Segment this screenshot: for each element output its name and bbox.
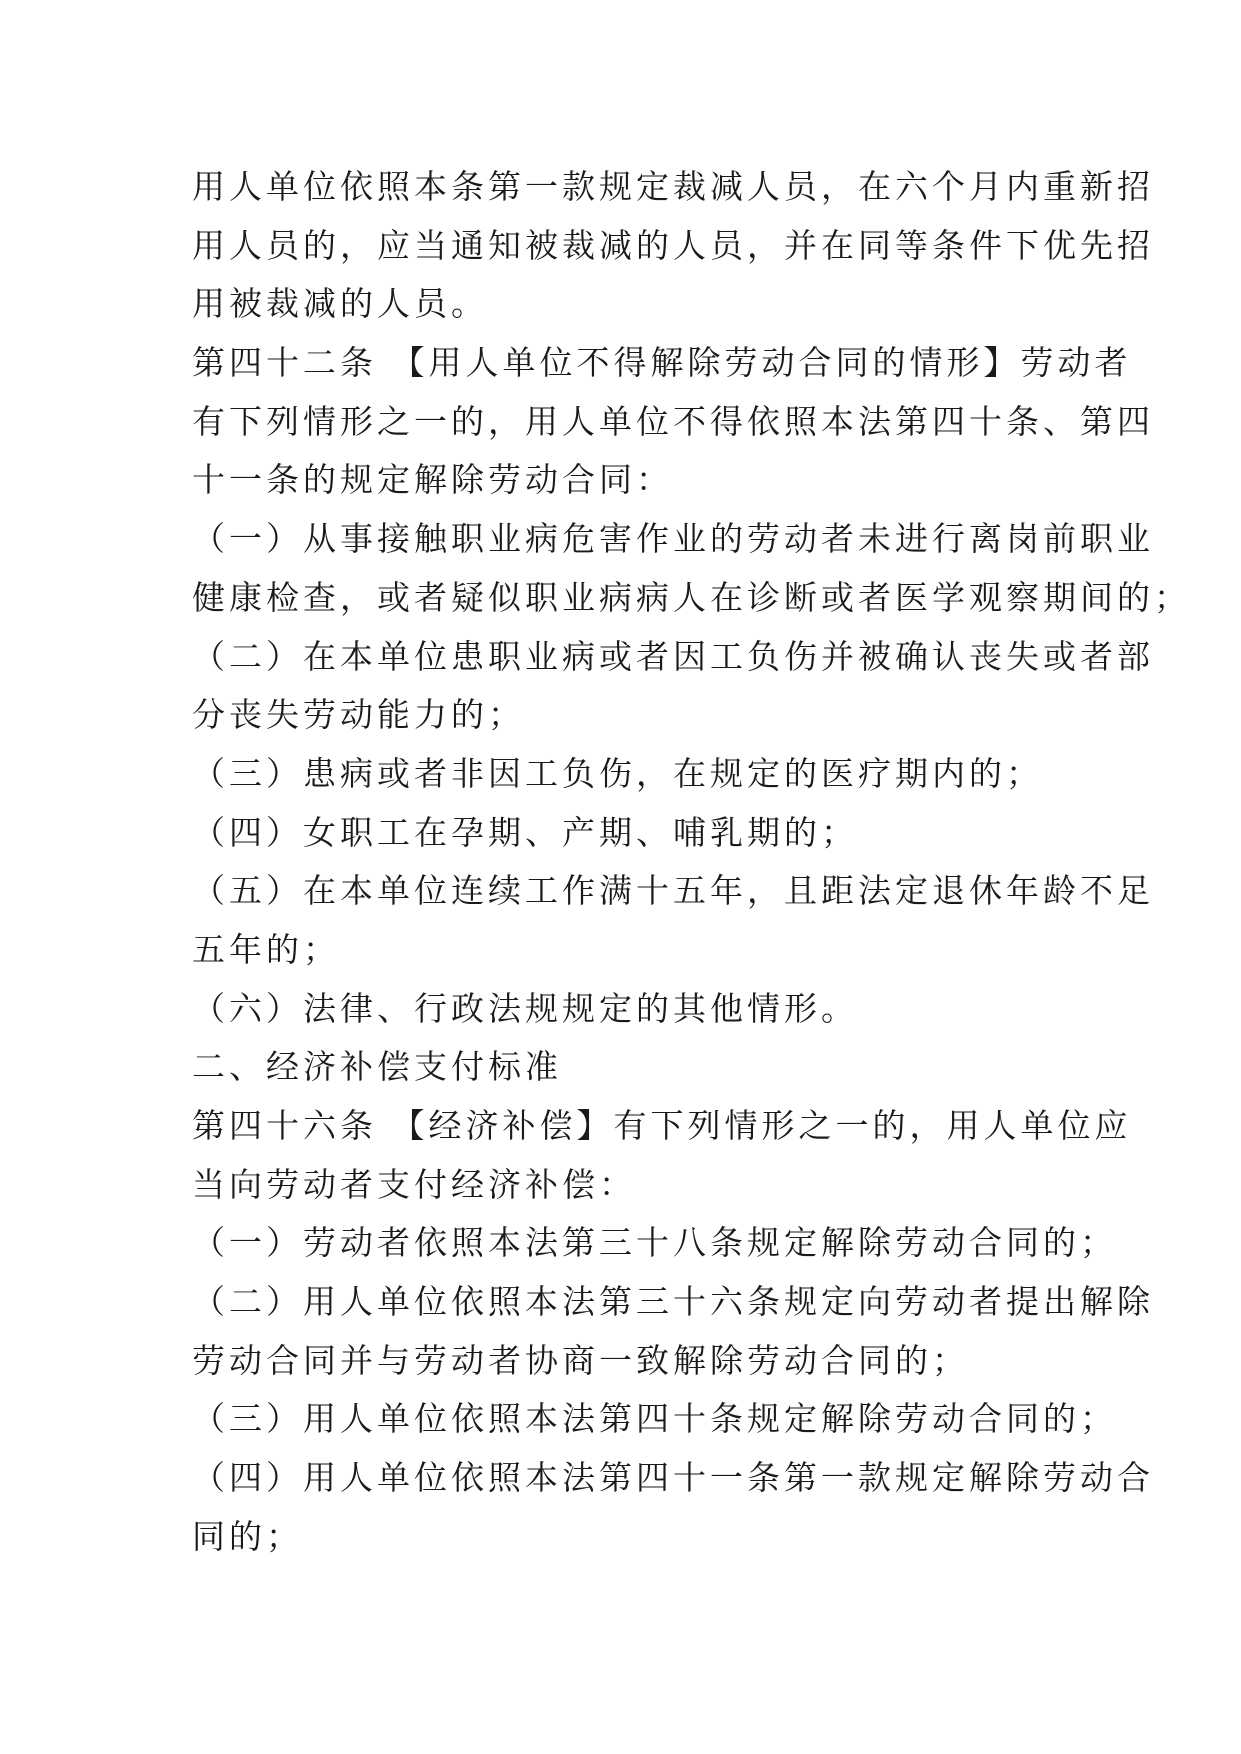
list-item-line: （二）在本单位患职业病或者因工负伤并被确认丧失或者部 xyxy=(192,636,1154,676)
text-line: 五年的； xyxy=(192,929,340,969)
list-item-line: （二）用人单位依照本法第三十六条规定向劳动者提出解除 xyxy=(192,1282,1154,1322)
list-item-line: （一）从事接触职业病危害作业的劳动者未进行离岗前职业 xyxy=(192,519,1154,559)
text-line: 有下列情形之一的，用人单位不得依照本法第四十条、第四 xyxy=(192,401,1154,441)
list-item-line: （三）用人单位依照本法第四十条规定解除劳动合同的； xyxy=(192,1399,1117,1439)
list-item-line: （六）法律、行政法规规定的其他情形。 xyxy=(192,988,858,1028)
article-heading-line: 第四十二条 【用人单位不得解除劳动合同的情形】劳动者 xyxy=(192,343,1132,383)
text-line: 十一条的规定解除劳动合同： xyxy=(192,460,673,500)
section-heading-line: 二、经济补偿支付标准 xyxy=(192,1047,562,1087)
list-item-line: （一）劳动者依照本法第三十八条规定解除劳动合同的； xyxy=(192,1223,1117,1263)
list-item-line: （三）患病或者非因工负伤，在规定的医疗期内的； xyxy=(192,753,1043,793)
text-line: 同的； xyxy=(192,1516,303,1556)
list-item-line: （五）在本单位连续工作满十五年，且距法定退休年龄不足 xyxy=(192,871,1154,911)
article-heading-line: 第四十六条 【经济补偿】有下列情形之一的，用人单位应 xyxy=(192,1106,1132,1145)
text-line: 用被裁减的人员。 xyxy=(192,284,488,324)
list-item-line: （四）用人单位依照本法第四十一条第一款规定解除劳动合 xyxy=(192,1458,1154,1498)
text-line: 当向劳动者支付经济补偿： xyxy=(192,1164,636,1204)
text-line: 健康检查，或者疑似职业病病人在诊断或者医学观察期间的； xyxy=(192,577,1191,617)
text-line: 分丧失劳动能力的； xyxy=(192,695,525,735)
text-line: 劳动合同并与劳动者协商一致解除劳动合同的； xyxy=(192,1340,969,1380)
text-line: 用人员的，应当通知被裁减的人员，并在同等条件下优先招 xyxy=(192,225,1154,265)
list-item-line: （四）女职工在孕期、产期、哺乳期的； xyxy=(192,812,858,852)
text-line: 用人单位依照本条第一款规定裁减人员，在六个月内重新招 xyxy=(192,167,1154,206)
document-body xyxy=(192,158,1191,1567)
